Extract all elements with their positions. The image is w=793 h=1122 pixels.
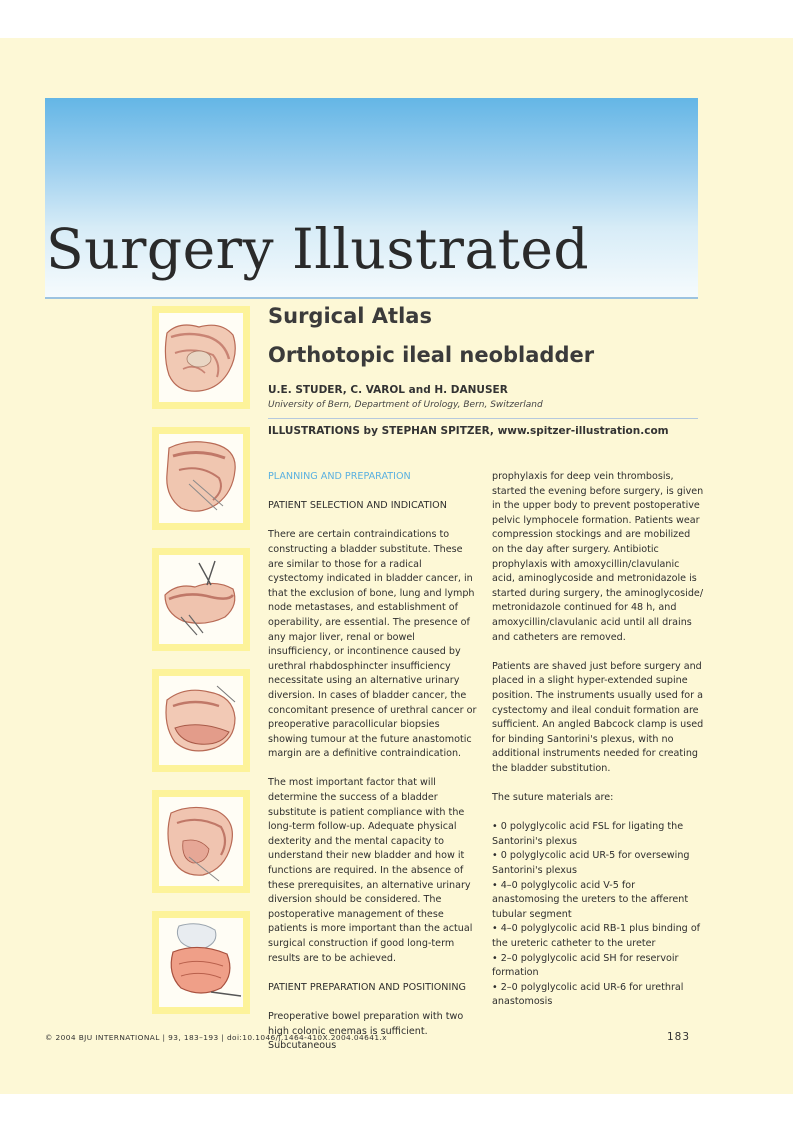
banner-rule [45, 297, 698, 299]
journal-section-title: Surgery Illustrated [46, 217, 590, 281]
illustration-thumbnail-4[interactable] [152, 669, 250, 772]
page-number: 183 [667, 1031, 691, 1043]
body-paragraph: Preoperative bowel preparation with two high colonic enemas is sufficient. Subcutaneous [268, 1010, 464, 1052]
illustration-thumbnail-6[interactable] [152, 911, 250, 1014]
list-item: • 0 polyglycolic acid UR-5 for oversewing Santorini's plexus [492, 850, 690, 877]
body-paragraph: prophylaxis for deep vein thrombosis, started the evening before surgery, is given in the upper body to prevent postoperative pelvic lymphocele formation. Patients wear compression stockings and are mobilized on the day after surgery. Antibiotic prophylaxis with amoxycillin/clavulanic acid, aminoglycoside and metronidazole is started during surgery, the aminoglycoside/ metronidazole continued for 48 h, and amoxycillin/clavulanic acid until all drains and catheters are removed. [492, 471, 704, 643]
neobladder-illustration-icon [159, 918, 243, 1007]
intestine-illustration-icon [159, 555, 243, 644]
list-item: • 0 polyglycolic acid FSL for ligating the Santorini's plexus [492, 821, 684, 847]
body-paragraph: Patients are shaved just before surgery and placed in a slight hyper-extended supine position. The instruments usually used for a cystectomy and ileal conduit formation are sufficient. An angled Babcock clamp is used for binding Santorini's plexus, with no additional instruments needed for creating the bladder substitution. [492, 660, 704, 774]
series-heading: Surgical Atlas [268, 304, 432, 328]
illustration-thumbnail-2[interactable] [152, 427, 250, 530]
illustration-thumbnail-3[interactable] [152, 548, 250, 651]
list-item: • 2–0 polyglycolic acid SH for reservoir formation [492, 952, 679, 979]
illustration-thumbnail-1[interactable] [152, 306, 250, 409]
article-title: Orthotopic ileal neobladder [268, 343, 595, 367]
body-paragraph: There are certain contraindications to constructing a bladder substitute. These are similar to those for a radical cystectomy indicated in bladder cancer, in that the exclusion of bone, lung and lymph node metastases, and establishment of operability, are essential. The presence of any major liver, renal or bowel insufficiency, or incontinence caused by urethral rhabdosphincter insufficiency necessitate using an alternative urinary diversion. In cases of bladder cancer, the concomitant presence of urethral cancer or preoperative paracollicular biopsies showing tumour at the future anastomotic margin are a definitive contraindication. [268, 529, 477, 760]
intestine-illustration-icon [159, 676, 243, 765]
body-paragraph: The suture materials are: [492, 792, 614, 804]
suture-list [492, 820, 704, 1010]
authors: U.E. STUDER, C. VAROL and H. DANUSER [268, 384, 508, 396]
header-divider [268, 418, 698, 419]
section-heading: PLANNING AND PREPARATION [268, 471, 411, 482]
left-column [268, 470, 478, 1068]
list-item: • 4–0 polyglycolic acid RB-1 plus binding of the ureteric catheter to the ureter [492, 923, 701, 949]
subheading: PATIENT PREPARATION AND POSITIONING [268, 981, 466, 993]
body-paragraph: The most important factor that will determine the success of a bladder substitute is patient compliance with the long-term follow-up. Adequate physical dexterity and the mental capacity to understand their new bladder and how it functions are required. In the absence of these prerequisites, an alternative urinary diversion should be considered. The postoperative management of these patients is more important than the actual surgical construction if good long-term results are to be achieved. [268, 777, 473, 964]
illustrations-credit: ILLUSTRATIONS by STEPHAN SPITZER, www.spitzer-illustration.com [268, 425, 669, 437]
intestine-illustration-icon [159, 434, 243, 523]
list-item: • 2–0 polyglycolic acid UR-6 for urethral anastomosis [492, 981, 684, 1008]
right-column [492, 470, 704, 1010]
list-item: • 4–0 polyglycolic acid V-5 for anastomosing the ureters to the afferent tubular segment [492, 879, 689, 920]
illustration-thumbnail-5[interactable] [152, 790, 250, 893]
affiliation: University of Bern, Department of Urology, Bern, Switzerland [268, 400, 543, 410]
footer-citation: © 2004 BJU INTERNATIONAL | 93, 183–193 | doi:10.1046/j.1464-410X.2004.04641.x [45, 1033, 387, 1042]
intestine-illustration-icon [159, 313, 243, 402]
intestine-illustration-icon [159, 797, 243, 886]
subheading: PATIENT SELECTION AND INDICATION [268, 500, 447, 512]
